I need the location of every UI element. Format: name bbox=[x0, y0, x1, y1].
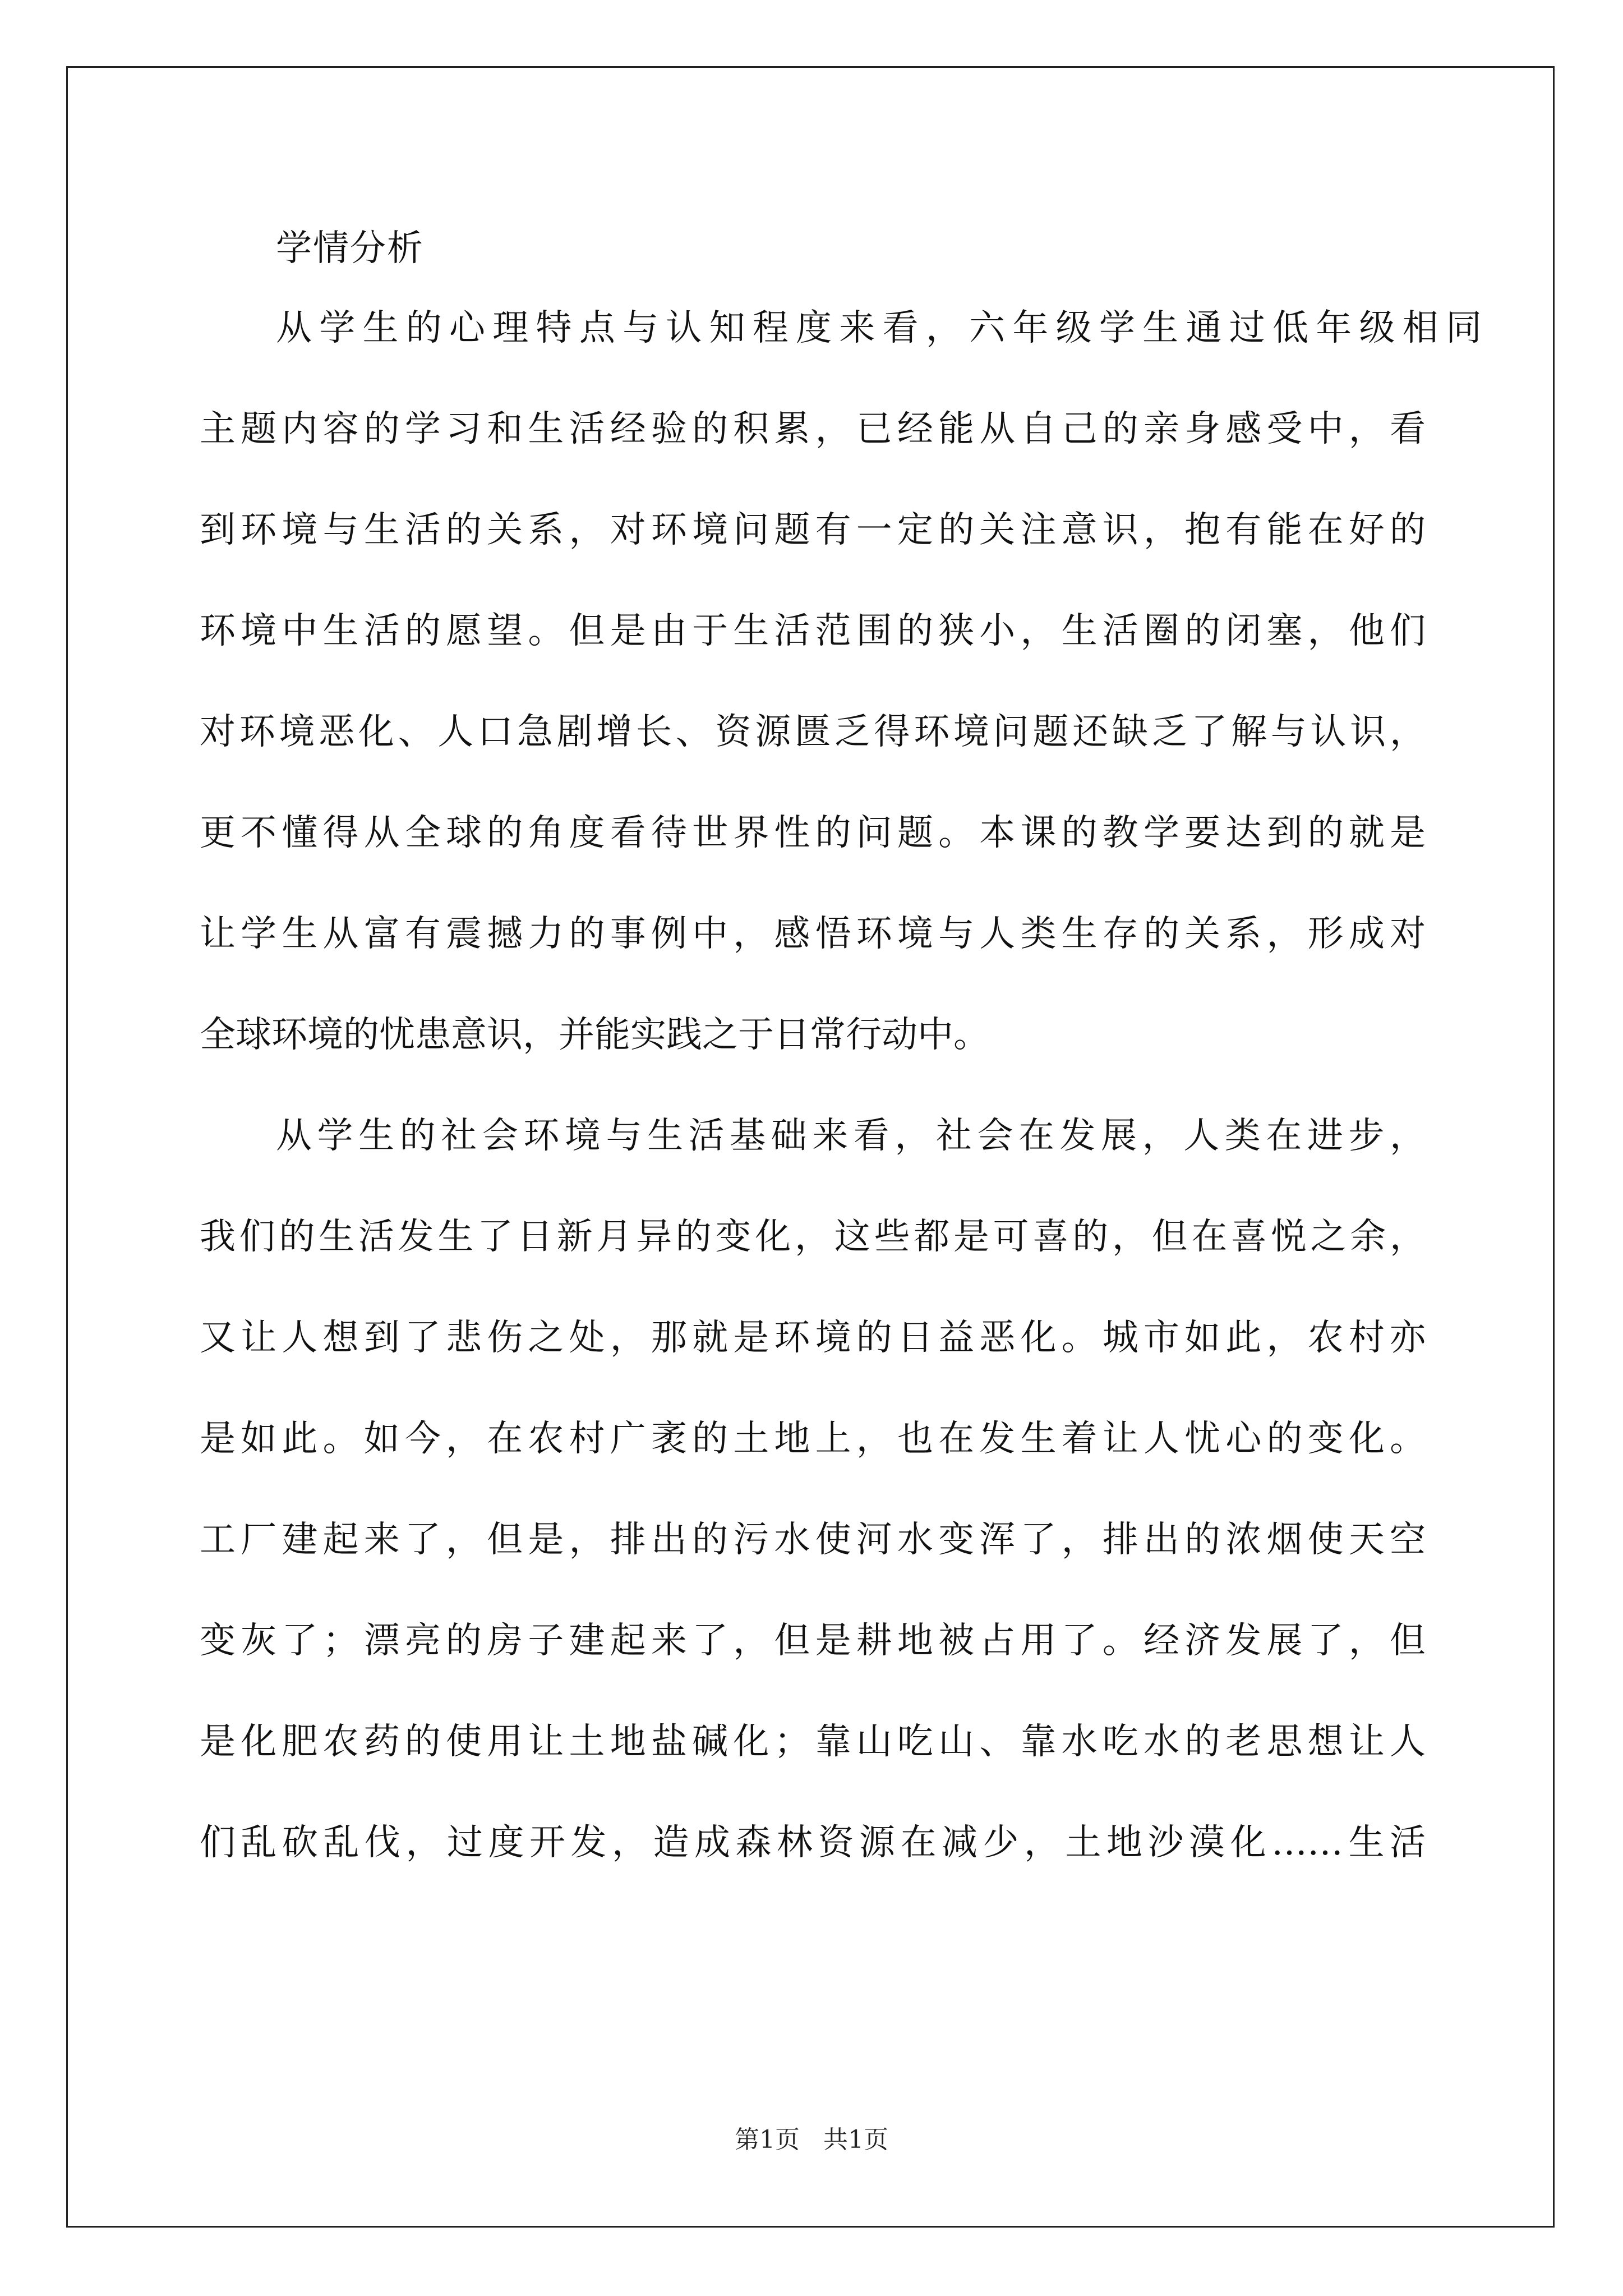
paragraph-1-line-5: 对环境恶化、人口急剧增长、资源匮乏得环境问题还缺乏了解与认识， bbox=[200, 711, 1426, 753]
paragraph-1-line-1: 从学生的心理特点与认知程度来看，六年级学生通过低年级相同 bbox=[276, 307, 1482, 349]
paragraph-2-line-7: 是化肥农药的使用让土地盐碱化；靠山吃山、靠水吃水的老思想让人 bbox=[200, 1721, 1426, 1763]
paragraph-1-line-8: 全球环境的忧患意识，并能实践之于日常行动中。 bbox=[200, 1014, 989, 1056]
paragraph-1-line-3: 到环境与生活的关系，对环境问题有一定的关注意识，抱有能在好的 bbox=[200, 509, 1426, 551]
paragraph-2-line-6: 变灰了；漂亮的房子建起来了，但是耕地被占用了。经济发展了，但 bbox=[200, 1620, 1426, 1662]
paragraph-2-line-4: 是如此。如今，在农村广袤的土地上，也在发生着让人忧心的变化。 bbox=[200, 1418, 1426, 1460]
paragraph-2-line-5: 工厂建起来了，但是，排出的污水使河水变浑了，排出的浓烟使天空 bbox=[200, 1519, 1426, 1561]
page-number-footer: 第1页 共1页 bbox=[735, 2125, 888, 2154]
section-heading: 学情分析 bbox=[276, 228, 424, 269]
paragraph-1-line-2: 主题内容的学习和生活经验的积累，已经能从自己的亲身感受中，看 bbox=[200, 408, 1426, 450]
paragraph-1-line-6: 更不懂得从全球的角度看待世界性的问题。本课的教学要达到的就是 bbox=[200, 812, 1426, 854]
paragraph-2-line-2: 我们的生活发生了日新月异的变化，这些都是可喜的，但在喜悦之余， bbox=[200, 1216, 1426, 1258]
paragraph-2-line-3: 又让人想到了悲伤之处，那就是环境的日益恶化。城市如此，农村亦 bbox=[200, 1317, 1426, 1359]
paragraph-2-line-1: 从学生的社会环境与生活基础来看，社会在发展，人类在进步， bbox=[276, 1115, 1426, 1157]
paragraph-1-line-7: 让学生从富有震撼力的事例中，感悟环境与人类生存的关系，形成对 bbox=[200, 913, 1426, 955]
paragraph-2-line-8: 们乱砍乱伐，过度开发，造成森林资源在减少，土地沙漠化……生活 bbox=[200, 1822, 1426, 1864]
paragraph-1-line-4: 环境中生活的愿望。但是由于生活范围的狭小，生活圈的闭塞，他们 bbox=[200, 610, 1426, 652]
